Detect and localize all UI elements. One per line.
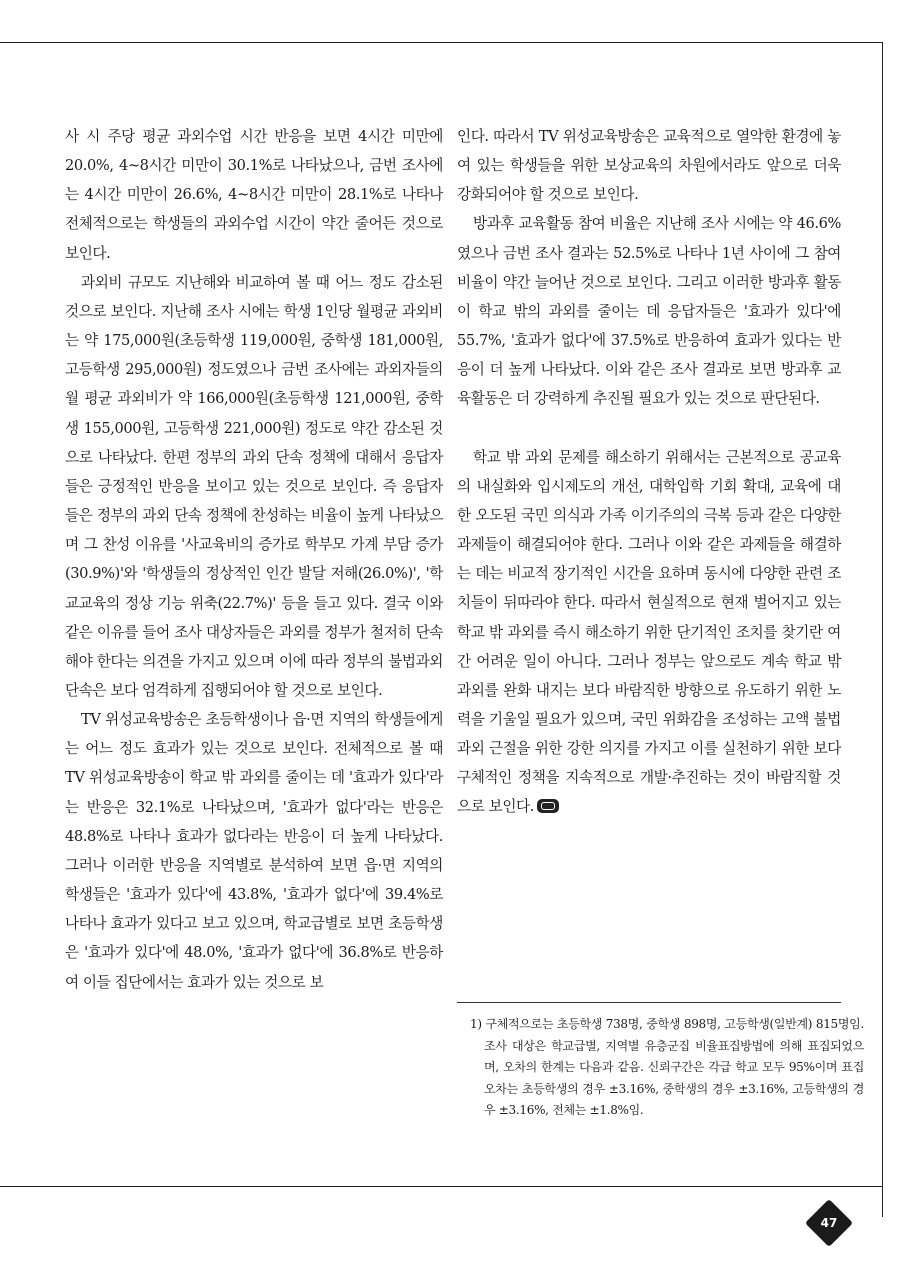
left-text-column bbox=[65, 122, 443, 997]
paragraph bbox=[457, 443, 841, 822]
page-number: 47 bbox=[820, 1216, 838, 1230]
section-gap bbox=[457, 414, 841, 443]
paragraph: 방과후 교육활동 참여 비율은 지난해 조사 시에는 약 46.6%였으나 금번 조사 결과는 52.5%로 나타나 1년 사이에 그 참여 비율이 약간 늘어난 것으로 보인다. 그리고 이러한 방과후 활동이 학교 밖의 과외를 줄이는 데 응답자들은 '효과가 있다'에 55.7%, '효과가 없다'에 37.5%로 반응하여 효과가 있다는 반응이 더 높게 나타났다. 이와 같은 조사 결과로 보면 방과후 교육활동은 더 강력하게 추진될 필요가 있는 것으로 판단된다. bbox=[457, 215, 841, 408]
right-text-column bbox=[457, 122, 841, 822]
paragraph: 사 시 주당 평균 과외수업 시간 반응을 보면 4시간 미만에 20.0%, 4~8시간 미만이 30.1%로 나타났으나, 금번 조사에는 4시간 미만이 26.6%, 4~8시간 미만이 28.1%로 나타나 전체적으로는 학생들의 과외수업 시간이 약간 줄어든 것으로 보인다. bbox=[65, 128, 443, 262]
end-of-article-icon bbox=[537, 799, 559, 813]
bottom-rule bbox=[0, 1186, 883, 1187]
footnote: 1) 구체적으로는 초등학생 738명, 중학생 898명, 고등학생(일반계) 815명임. 조사 대상은 학교급별, 지역별 유층군집 비율표집방법에 의해 표집되었으며, 오차의 한계는 다음과 같음. 신뢰구간은 각급 학교 모두 95%이며 표집오차는 초등학생의 경우 ±3.16%, 중학생의 경우 ±3.16%, 고등학생의 경우 ±3.16%, 전체는 ±1.8%임. bbox=[470, 1017, 864, 1117]
paragraph: 과외비 규모도 지난해와 비교하여 볼 때 어느 정도 감소된 것으로 보인다. 지난해 조사 시에는 학생 1인당 월평균 과외비는 약 175,000원(초등학생 119,000원, 중학생 181,000원, 고등학생 295,000원) 정도였으나 금번 조사에는 과외자들의 월 평균 과외비가 약 166,000원(초등학생 121,000원, 중학생 155,000원, 고등학생 221,000원) 정도로 약간 감소된 것으로 나타났다. 한편 정부의 과외 단속 정책에 대해서 응답자들은 긍정적인 반응을 보이고 있는 것으로 보인다. 즉 응답자들은 정부의 과외 단속 정책에 찬성하는 비율이 높게 나타났으며 그 찬성 이유를 '사교육비의 증가로 학부모 가계 부담 증가(30.9%)'와 '학생들의 정상적인 인간 발달 저해(26.0%)', '학교교육의 정상 기능 위축(22.7%)' 등을 들고 있다. 결국 이와 같은 이유를 들어 조사 대상자들은 과외를 정부가 철저히 단속해야 한다는 의견을 가지고 있으며 이에 따라 정부의 불법과외 단속은 보다 엄격하게 집행되어야 할 것으로 보인다. bbox=[65, 273, 443, 699]
paragraph: TV 위성교육방송은 초등학생이나 읍·면 지역의 학생들에게는 어느 정도 효과가 있는 것으로 보인다. 전체적으로 볼 때 TV 위성교육방송이 학교 밖 과외를 줄이는 데 '효과가 있다'라는 반응은 32.1%로 나타났으며, '효과가 없다'라는 반응은 48.8%로 나타나 효과가 없다라는 반응이 더 높게 나타났다. 그러나 이러한 반응을 지역별로 분석하여 보면 읍·면 지역의 학생들은 '효과가 있다'에 43.8%, '효과가 없다'에 39.4%로 나타나 효과가 있다고 보고 있으며, 학교급별로 보면 초등학생은 '효과가 있다'에 48.0%, '효과가 없다'에 36.8%로 반응하여 이들 집단에서는 효과가 있는 것으로 보 bbox=[65, 711, 443, 991]
paragraph-text: 학교 밖 과외 문제를 해소하기 위해서는 근본적으로 공교육의 내실화와 입시제도의 개선, 대학입학 기회 확대, 교육에 대한 오도된 국민 의식과 가족 이기주의의 극복 등과 같은 다양한 과제들이 해결되어야 한다. 그러나 이와 같은 과제들을 해결하는 데는 비교적 장기적인 시간을 요하며 동시에 다양한 관련 조치들이 뒤따라야 한다. 따라서 현실적으로 현재 벌어지고 있는 학교 밖 과외를 즉시 해소하기 위한 단기적인 조치를 찾기란 여간 어려운 일이 아니다. 그러나 정부는 앞으로도 계속 학교 밖 과외를 완화 내지는 보다 바람직한 방향으로 유도하기 위한 노력을 기울일 필요가 있으며, 국민 위화감을 조성하는 고액 불법과외 근절을 위한 강한 의지를 가지고 이를 실천하기 위한 보다 구체적인 정책을 지속적으로 개발·추진하는 것이 바람직할 것으로 보인다. bbox=[457, 448, 841, 816]
right-margin-rule bbox=[882, 42, 883, 1217]
paragraph: 인다. 따라서 TV 위성교육방송은 교육적으로 열악한 환경에 놓여 있는 학생들을 위한 보상교육의 차원에서라도 앞으로 더욱 강화되어야 할 것으로 보인다. bbox=[457, 128, 841, 204]
top-rule bbox=[0, 42, 883, 43]
footnote-divider bbox=[457, 1002, 841, 1003]
